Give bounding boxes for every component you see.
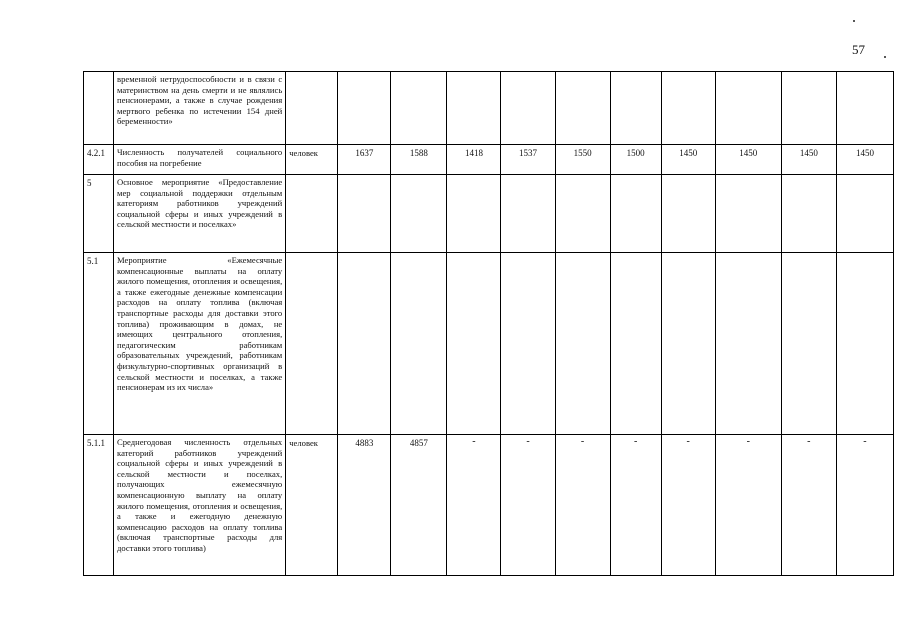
row-code: 5.1 [84, 253, 114, 435]
value-cell [501, 253, 555, 435]
row-code: 4.2.1 [84, 145, 114, 175]
value-cell: 4857 [391, 435, 447, 576]
value-cell: 1450 [836, 145, 893, 175]
value-cell [555, 175, 610, 253]
table-body [84, 72, 894, 576]
table-row [84, 435, 894, 576]
table-row [84, 145, 894, 175]
value-cell: - [836, 435, 893, 576]
value-cell [661, 72, 715, 145]
value-cell: 1537 [501, 145, 555, 175]
value-cell [715, 72, 781, 145]
value-cell: - [447, 435, 501, 576]
value-cell: 1550 [555, 145, 610, 175]
row-unit [286, 253, 338, 435]
value-cell [781, 72, 836, 145]
value-cell: 4883 [338, 435, 391, 576]
value-cell: - [501, 435, 555, 576]
value-cell [610, 72, 661, 145]
value-cell [836, 175, 893, 253]
scan-speck [884, 56, 886, 58]
row-description: временной нетрудоспособности и в связи с материнством на день смерти и не являлись пенсионерами, а также в случае рождения мертвого ребенка по истечении 154 дней беременности» [114, 72, 286, 145]
value-cell [501, 72, 555, 145]
value-cell [447, 253, 501, 435]
value-cell: - [661, 435, 715, 576]
table-row [84, 253, 894, 435]
row-description: Основное мероприятие «Предоставление мер социальной поддержки отдельным категориям работников учреждений социальной сферы и иных учреждений в сельской местности и поселках» [114, 175, 286, 253]
table-row [84, 72, 894, 145]
row-unit [286, 72, 338, 145]
value-cell: 1450 [715, 145, 781, 175]
row-unit: человек [286, 435, 338, 576]
value-cell [661, 253, 715, 435]
value-cell [836, 72, 893, 145]
row-description: Мероприятие «Ежемесячные компенсационные выплаты на оплату жилого помещения, отопления и освещения, а также ежегодные денежные компенсации расходов на оплату топлива (включая транспортные расходы для доставки этого топлива) проживающим в домах, не имеющих центрального отопления, педагогическим работникам образовательных учреждений, работникам физкультурно-спортивных организаций в сельской местности и поселках, а также пенсионерам из их числа» [114, 253, 286, 435]
row-description: Среднегодовая численность отдельных категорий работников учреждений социальной сферы и иных учреждений в сельской местности и поселках, получающих ежемесячную компенсационную выплату на оплату жилого помещения, отопления и освещения, а также и ежегодную денежную компенсацию расходов на оплату топлива (включая транспортные расходы для доставки этого топлива) [114, 435, 286, 576]
value-cell [781, 253, 836, 435]
value-cell [715, 175, 781, 253]
value-cell [555, 253, 610, 435]
row-description: Численность получателей социального пособия на погребение [114, 145, 286, 175]
value-cell [447, 175, 501, 253]
value-cell: 1500 [610, 145, 661, 175]
value-cell [391, 72, 447, 145]
value-cell [781, 175, 836, 253]
value-cell [338, 253, 391, 435]
indicators-table [83, 71, 894, 576]
value-cell: - [610, 435, 661, 576]
value-cell [391, 253, 447, 435]
row-code: 5 [84, 175, 114, 253]
value-cell: - [781, 435, 836, 576]
value-cell: 1450 [661, 145, 715, 175]
value-cell [610, 175, 661, 253]
row-code: 5.1.1 [84, 435, 114, 576]
value-cell [610, 253, 661, 435]
value-cell [391, 175, 447, 253]
value-cell [338, 175, 391, 253]
value-cell [715, 253, 781, 435]
table-row [84, 175, 894, 253]
page-number: 57 [852, 42, 865, 57]
value-cell [447, 72, 501, 145]
value-cell [555, 72, 610, 145]
row-unit: человек [286, 145, 338, 175]
value-cell: 1418 [447, 145, 501, 175]
row-code [84, 72, 114, 145]
value-cell: 1637 [338, 145, 391, 175]
row-unit [286, 175, 338, 253]
value-cell [501, 175, 555, 253]
value-cell: - [555, 435, 610, 576]
value-cell: 1450 [781, 145, 836, 175]
value-cell: 1588 [391, 145, 447, 175]
value-cell [661, 175, 715, 253]
value-cell [836, 253, 893, 435]
value-cell: - [715, 435, 781, 576]
value-cell [338, 72, 391, 145]
scan-speck [853, 20, 855, 22]
